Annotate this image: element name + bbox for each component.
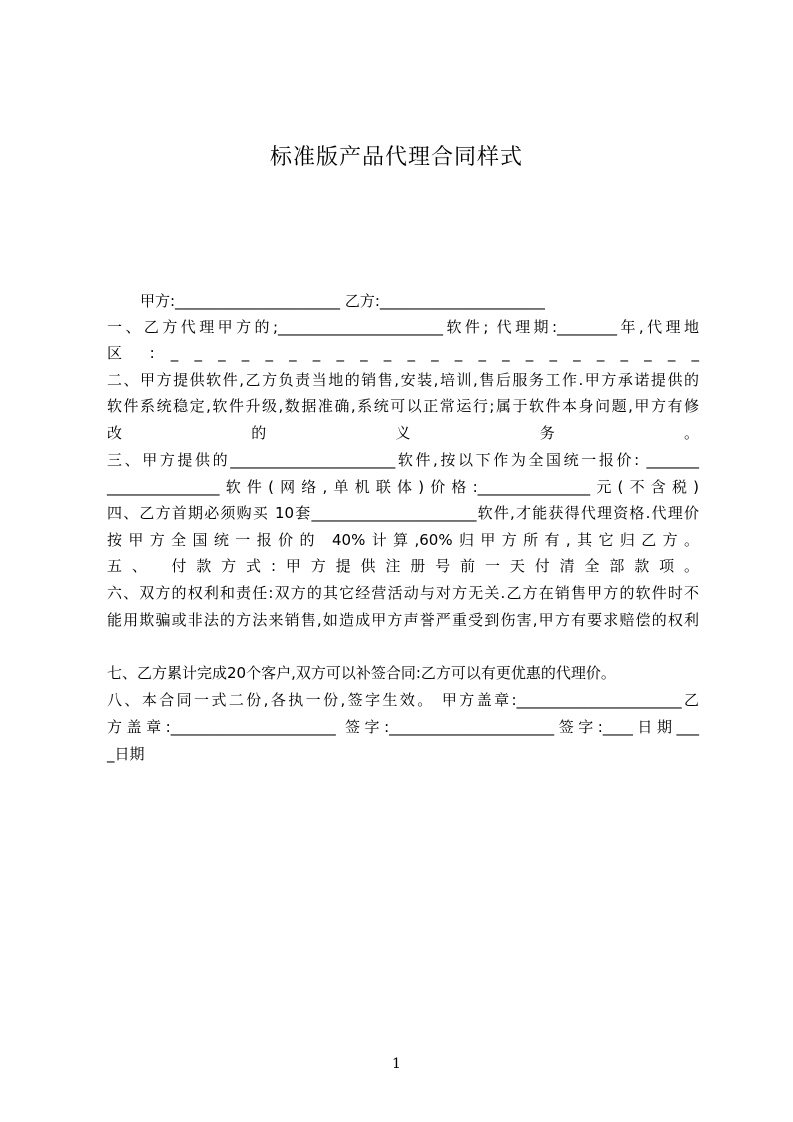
clause-3-line-1: 三、甲方提供的______________________软件,按以下作为全国统一报价: _______ [107,451,699,469]
clause-8-line-2: 方盖章:______________________ 签字:______________________签字:____日期___ [107,718,699,736]
clause-1-line-1: 一、乙方代理甲方的;______________________软件; 代理期:________年,代理地 [107,318,699,336]
clause-6-line-2: 能用欺骗或非法的方法来销售,如造成甲方声誉严重受到伤害,甲方有要求赔偿的权利 [107,611,699,629]
document-title: 标准版产品代理合同样式 [269,145,523,170]
page-number: 1 [392,1056,401,1072]
clause-8-line-3: _日期 [107,745,145,763]
clause-1-line-2: 区 : _ _ _ _ _ _ _ _ _ _ _ _ _ _ _ _ _ _ _ _ _ _ _ [107,344,699,362]
clause-2-line-2: 软件系统稳定,软件升级,数据准确,系统可以正常运行;属于软件本身问题,甲方有修 [107,397,699,415]
clause-2-line-1: 二、甲方提供软件,乙方负责当地的销售,安装,培训,售后服务工作.甲方承诺提供的 [107,371,699,389]
clause-8-line-1: 八、本合同一式二份,各执一份,签字生效。 甲方盖章:______________________乙 [107,691,699,709]
clause-4-line-2: 按甲方全国统一报价的 40%计算,60%归甲方所有,其它归乙方。 [107,531,699,549]
clause-2-line-3: 改 的 义 务 。 [107,424,699,442]
clause-5-line: 五、 付款方式:甲方提供注册号前一天付清全部款项。 [107,557,699,575]
clause-3-line-2: _______________软件(网络,单机联体)价格:_______________元(不含税) [107,478,699,496]
clause-7-line: 七、乙方累计完成20个客户,双方可以补签合同:乙方可以有更优惠的代理价。 [107,664,616,682]
clause-4-line-1: 四、乙方首期必须购买 10套______________________软件,才能获得代理资格.代理价 [107,504,699,522]
clause-6-line-1: 六、双方的权利和责任:双方的其它经营活动与对方无关.乙方在销售甲方的软件时不 [107,584,699,602]
party-line: 甲方:______________________ 乙方:______________________ [140,292,545,310]
